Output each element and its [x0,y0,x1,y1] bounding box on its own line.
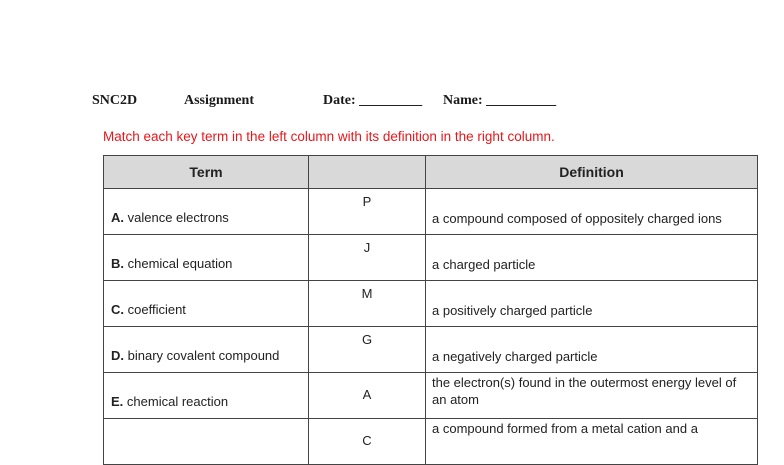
term-text: valence electrons [127,210,229,225]
term-letter: B. [111,256,124,271]
term-letter: E. [111,394,124,409]
table-row [104,419,758,465]
definition-text: a charged particle [432,257,536,272]
answer-cell[interactable] [309,189,426,235]
answer-text: P [362,194,372,209]
definition-cell [426,281,758,327]
term-letter: C. [111,302,124,317]
definition-text: a compound composed of oppositely charged ions [432,211,722,226]
table-header-row [104,156,758,189]
answer-cell[interactable] [309,281,426,327]
answer-cell[interactable] [309,327,426,373]
table-row [104,373,758,419]
definition-cell [426,419,758,465]
term-text: binary covalent compound [127,348,280,363]
definition-cell [426,189,758,235]
term-cell [104,189,309,235]
date-field: Date: _________ [323,93,423,108]
table-row [104,327,758,373]
term-cell [104,281,309,327]
answer-cell[interactable] [309,373,426,419]
term-letter: A. [111,210,124,225]
answer-text: J [363,240,371,255]
answer-cell[interactable] [309,235,426,281]
term-cell [104,327,309,373]
term-cell [104,419,309,465]
doc-title: Assignment [184,93,255,108]
table-row [104,281,758,327]
definition-cell [426,373,758,419]
term-text: chemical reaction [126,394,229,409]
answer-text: C [362,433,372,448]
term-cell [104,373,309,419]
term-text: chemical equation [127,256,233,271]
answer-text: A [362,387,372,402]
term-text: coefficient [127,302,186,317]
matching-table [103,155,758,465]
term-cell [104,235,309,281]
definition-text: a positively charged particle [432,303,593,318]
course-code: SNC2D [92,93,138,108]
answer-text: M [361,286,373,301]
definition-text: a compound formed from a metal cation and a [432,421,698,436]
term-letter: D. [111,348,124,363]
definition-text: the electron(s) found in the outermost energy level of an atom [432,375,737,407]
answer-text: G [361,332,373,347]
table-row [104,235,758,281]
table-row [104,189,758,235]
name-field: Name: __________ [443,93,557,108]
header-definition: Definition [426,156,758,189]
answer-cell[interactable] [309,419,426,465]
definition-cell [426,327,758,373]
instructions: Match each key term in the left column with its definition in the right column. [103,129,555,144]
definition-text: a negatively charged particle [432,349,598,364]
header-answer [309,156,426,189]
header-term: Term [104,156,309,189]
definition-cell [426,235,758,281]
